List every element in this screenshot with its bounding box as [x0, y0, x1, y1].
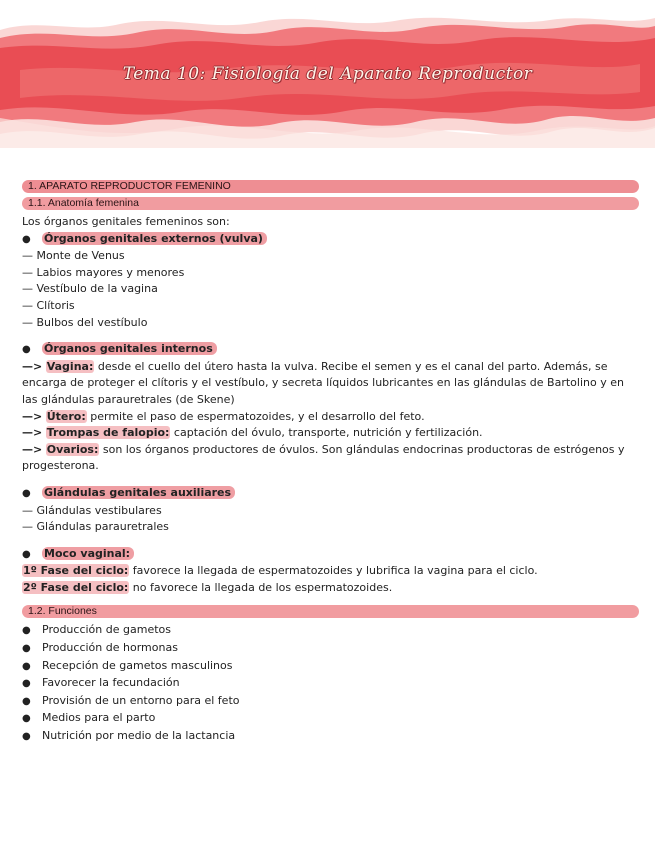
watercolor-header-banner	[0, 0, 655, 150]
arrow-icon: —>	[22, 409, 43, 423]
section-heading-1: 1. APARATO REPRODUCTOR FEMENINO	[22, 180, 639, 193]
vagina-text: desde el cuello del útero hasta la vulva. Recibe el semen y es el canal del parto. Además, se encarga de proteger el clítoris y el vestíbulo, y secreta líquidos lubricantes en las glándulas de Bartolino y en las glándulas parauretrales (de Skene)	[22, 359, 624, 406]
trompas-text: captación del óvulo, transporte, nutrición y fertilización.	[170, 426, 483, 440]
vagina-entry	[22, 359, 639, 409]
vagina-label: Vagina:	[46, 359, 94, 373]
internos-heading	[22, 341, 639, 359]
list-item: — Glándulas parauretrales	[22, 520, 169, 534]
moco-heading	[22, 546, 639, 564]
arrow-icon: —>	[22, 442, 43, 456]
fase1-label: 1º Fase del ciclo:	[23, 564, 129, 578]
bullet-icon: ●	[22, 695, 31, 707]
arrow-icon: —>	[22, 426, 43, 440]
list-item: — Bulbos del vestíbulo	[22, 315, 148, 329]
document-body	[22, 180, 639, 746]
bullet-icon: ●	[22, 643, 31, 655]
function-item: ● Provisión de un entorno para el feto	[22, 693, 639, 711]
bullet-icon: ●	[22, 344, 31, 356]
bullet-icon: ●	[22, 660, 31, 672]
list-item: — Monte de Venus	[22, 249, 125, 263]
ovarios-text: son los órganos productores de óvulos. Son glándulas endocrinas productoras de estrógenos y progesterona.	[22, 442, 625, 473]
utero-label: Útero:	[46, 409, 86, 423]
section-heading-1-1: 1.1. Anatomía femenina	[22, 197, 639, 210]
glandulas-heading	[22, 485, 639, 503]
internos-title: Órganos genitales internos	[42, 342, 217, 355]
externos-heading	[22, 231, 639, 249]
list-item: — Vestíbulo de la vagina	[22, 282, 158, 296]
list-item: — Glándulas vestibulares	[22, 503, 162, 517]
fase2-label: 2º Fase del ciclo:	[23, 580, 129, 594]
fase1-entry	[22, 563, 639, 580]
fase1-text: favorece la llegada de espermatozoides y lubrifica la vagina para el ciclo.	[129, 564, 538, 578]
trompas-entry	[22, 425, 639, 442]
fase2-text: no favorece la llegada de los espermatozoides.	[129, 580, 393, 594]
moco-title: Moco vaginal:	[42, 547, 134, 560]
ovarios-label: Ovarios:	[46, 442, 99, 456]
bullet-icon: ●	[22, 713, 31, 725]
bullet-icon: ●	[22, 731, 31, 743]
function-item: ● Medios para el parto	[22, 710, 639, 728]
section-heading-1-2: 1.2. Funciones	[22, 605, 639, 618]
function-item: ● Nutrición por medio de la lactancia	[22, 728, 639, 746]
bullet-icon: ●	[22, 487, 31, 499]
externos-title: Órganos genitales externos (vulva)	[42, 232, 267, 245]
arrow-icon: —>	[22, 359, 43, 373]
function-item: ● Recepción de gametos masculinos	[22, 658, 639, 676]
utero-text: permite el paso de espermatozoides, y el desarrollo del feto.	[86, 409, 425, 423]
glandulas-title: Glándulas genitales auxiliares	[42, 486, 235, 499]
function-item: ● Favorecer la fecundación	[22, 675, 639, 693]
ovarios-entry	[22, 442, 639, 475]
utero-entry	[22, 409, 639, 426]
bullet-icon: ●	[22, 233, 31, 245]
fase2-entry	[22, 580, 639, 597]
function-item: ● Producción de gametos	[22, 622, 639, 640]
function-item: ● Producción de hormonas	[22, 640, 639, 658]
document-title: Tema 10: Fisiología del Aparato Reproductor	[122, 64, 533, 84]
list-item: — Clítoris	[22, 298, 75, 312]
bullet-icon: ●	[22, 625, 31, 637]
anatomy-intro: Los órganos genitales femeninos son:	[22, 215, 230, 228]
bullet-icon: ●	[22, 548, 31, 560]
trompas-label: Trompas de falopio:	[46, 426, 170, 440]
bullet-icon: ●	[22, 678, 31, 690]
list-item: — Labios mayores y menores	[22, 265, 185, 279]
